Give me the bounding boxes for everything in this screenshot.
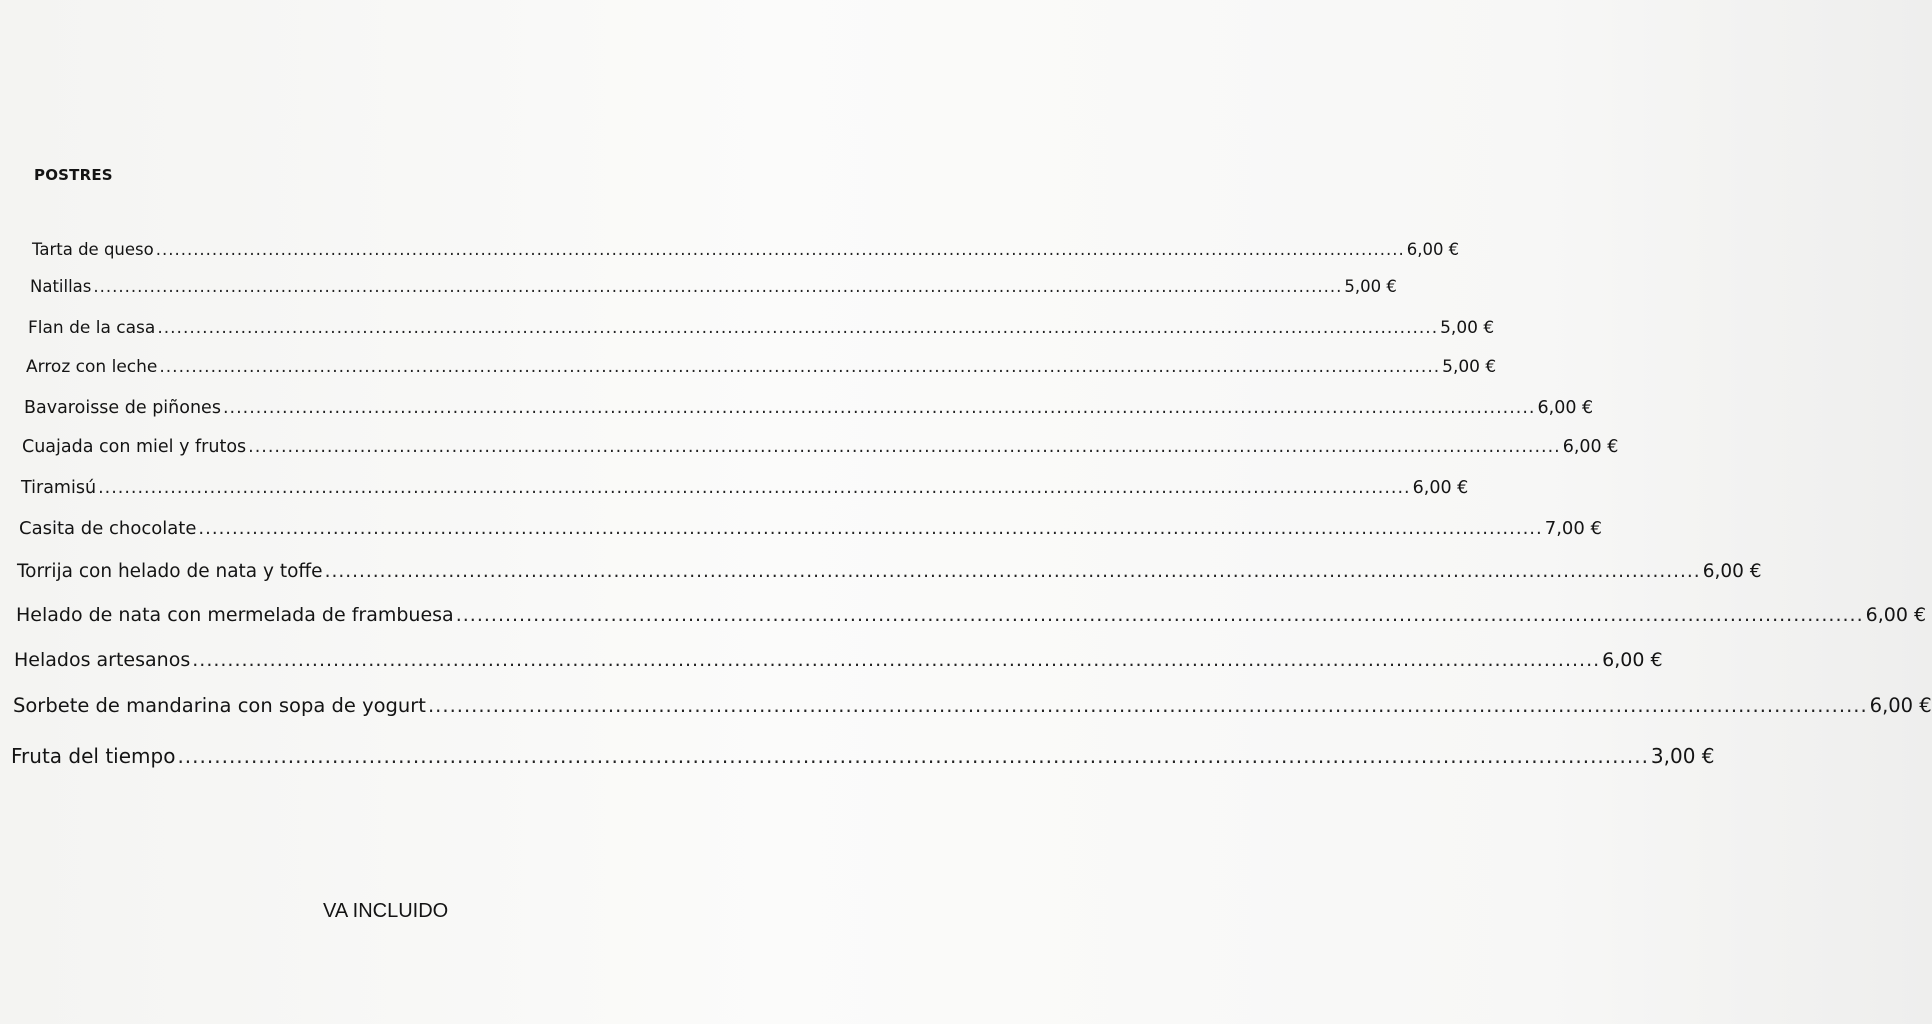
item-name: Arroz con leche (26, 357, 158, 377)
dot-leader: ........................................................................................................................................................................................................ (198, 518, 1543, 539)
item-name: Flan de la casa (28, 318, 156, 338)
menu-item (19, 518, 1603, 539)
item-price: 6,00 € (1602, 649, 1663, 671)
dot-leader: ........................................................................................................................................................................................................ (248, 437, 1561, 457)
menu-item (21, 478, 1469, 498)
dot-leader: ........................................................................................................................................................................................................ (192, 649, 1601, 671)
item-name: Cuajada con miel y frutos (22, 437, 247, 457)
item-name: Natillas (30, 277, 92, 296)
item-price: 6,00 € (1865, 604, 1927, 626)
menu-item (26, 357, 1497, 377)
item-name: Helados artesanos (14, 649, 191, 671)
menu-item (13, 694, 1932, 717)
item-name: Bavaroisse de piñones (24, 398, 221, 418)
menu-item (28, 318, 1495, 338)
dot-leader: ........................................................................................................................................................................................................ (98, 478, 1411, 498)
item-price: 6,00 € (1412, 478, 1469, 498)
dot-leader: ........................................................................................................................................................................................................ (157, 318, 1439, 338)
menu-item (17, 561, 1762, 582)
item-price: 6,00 € (1406, 240, 1460, 259)
item-price: 5,00 € (1344, 277, 1397, 296)
dot-leader: ........................................................................................................................................................................................................ (324, 561, 1701, 582)
menu-item (22, 437, 1619, 457)
menu-item (14, 649, 1663, 671)
item-name: Sorbete de mandarina con sopa de yogurt (13, 694, 426, 717)
menu-item (24, 398, 1594, 418)
dot-leader: ........................................................................................................................................................................................................ (93, 277, 1343, 296)
section-title: POSTRES (34, 166, 113, 184)
item-price: 3,00 € (1650, 744, 1715, 768)
item-price: 6,00 € (1869, 694, 1932, 717)
dot-leader: ........................................................................................................................................................................................................ (177, 744, 1649, 768)
item-price: 5,00 € (1440, 318, 1495, 338)
menu-item (11, 744, 1715, 768)
item-name: Torrija con helado de nata y toffe (17, 561, 323, 582)
dot-leader: ........................................................................................................................................................................................................ (455, 604, 1864, 626)
item-price: 6,00 € (1537, 398, 1594, 418)
item-price: 5,00 € (1442, 357, 1497, 377)
item-price: 7,00 € (1544, 518, 1603, 539)
item-price: 6,00 € (1702, 561, 1762, 582)
dot-leader: ........................................................................................................................................................................................................ (222, 398, 1536, 418)
dot-leader: ........................................................................................................................................................................................................ (155, 240, 1405, 259)
item-price: 6,00 € (1562, 437, 1619, 457)
item-name: Helado de nata con mermelada de frambuesa (16, 604, 454, 626)
menu-item (30, 277, 1397, 296)
dot-leader: ........................................................................................................................................................................................................ (427, 694, 1868, 717)
footer-note: VA INCLUIDO (323, 900, 449, 922)
menu-item (16, 604, 1927, 626)
item-name: Fruta del tiempo (11, 744, 176, 768)
item-name: Tiramisú (21, 478, 97, 498)
dot-leader: ........................................................................................................................................................................................................ (159, 357, 1441, 377)
item-name: Tarta de queso (32, 240, 154, 259)
item-name: Casita de chocolate (19, 518, 197, 539)
menu-item (32, 240, 1460, 259)
